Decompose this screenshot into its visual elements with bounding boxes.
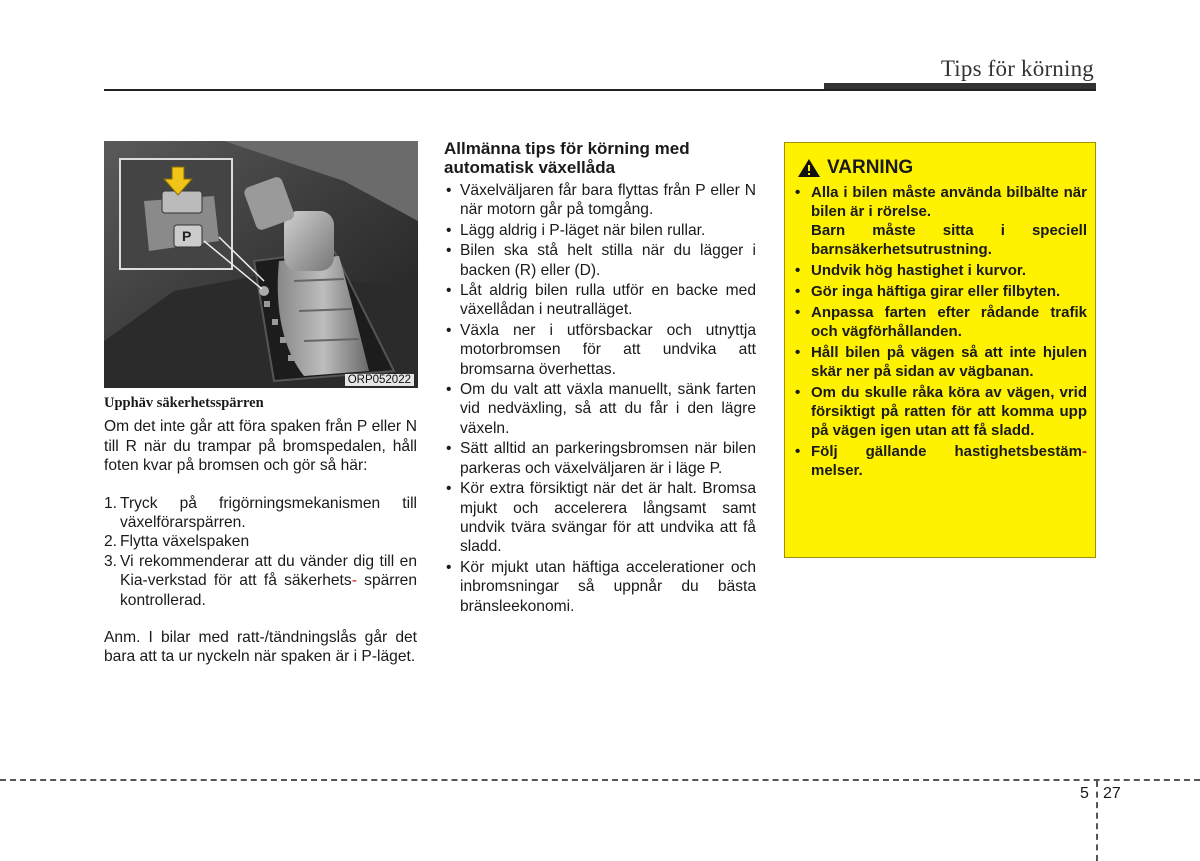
list-item: • Växelväljaren får bara flyttas från P eller N när motorn går på tomgång. [446, 182, 756, 219]
footer-divider [0, 779, 1200, 781]
middle-column [444, 139, 756, 617]
list-item [104, 552, 417, 610]
header-title: Tips för körning [940, 56, 1094, 81]
step-text: Flytta växelspaken [120, 533, 250, 551]
tip-text: Växelväljaren får bara flyttas från P eller N när motorn går på tomgång. [460, 182, 756, 219]
list-item: • Undvik hög hastighet i kurvor. [795, 262, 1027, 279]
warning-text: Håll bilen på vägen så att inte hjulen skär ner på sidan av vägbanan. [811, 344, 1087, 380]
list-item: • Låt aldrig bilen rulla utför en backe med växellådan i neutralläget. [446, 282, 756, 319]
hyphen-mark: - [1082, 443, 1087, 460]
warning-title [797, 157, 913, 179]
step-number: 3. [104, 552, 118, 570]
warning-text-extra: Barn måste sitta i speciell barnsäkerhetsutrustning. [811, 222, 1087, 258]
list-item [104, 532, 417, 551]
list-item: • Bilen ska stå helt stilla när du lägger i backen (R) eller (D). [446, 242, 756, 279]
warning-text: Gör inga häftiga girar eller filbyten. [811, 283, 1061, 300]
hyphen-mark: - [351, 572, 357, 590]
section-heading: Allmänna tips för körning med automatisk växellåda [444, 139, 690, 177]
step-number: 1. [104, 494, 118, 512]
gear-shift-lever-icon [104, 141, 418, 388]
step-number: 2. [104, 533, 118, 551]
tip-text: Lägg aldrig i P-läget när bilen rullar. [460, 221, 706, 239]
warning-text: Om du skulle råka köra av vägen, vrid försiktigt på ratten för att komma upp på vägen igen utan att få sladd. [811, 384, 1087, 439]
tip-text: Om du valt att växla manuellt, sänk farten vid nedväxling, så att du får i den lägre växeln. [460, 381, 756, 437]
step-text: Vi rekommenderar att du vänder dig till en Kia-verkstad för att få säkerhets [120, 552, 417, 590]
warning-title-text: VARNING [827, 157, 914, 178]
list-item: • Följ gällande hastighetsbestäm-melser. [795, 443, 1087, 479]
tip-text: Sätt alltid an parkeringsbromsen när bilen parkeras och växelväljaren är i läge P. [460, 440, 756, 477]
warning-text-continued: melser. [811, 462, 863, 479]
list-item: • Kör extra försiktigt när det är halt. Bromsa mjukt och accelerera långsamt samt undvik tvära svängar för att undvika att få sladd. [446, 480, 756, 556]
list-item: • Lägg aldrig i P-läget när bilen rullar. [446, 221, 706, 239]
list-item: • Alla i bilen måste använda bilbälte när bilen är i rörelse. Barn måste sitta i speciell barnsäkerhetsutrustning. [795, 184, 1087, 258]
step-text: Tryck på frigörningsmekanismen till växelförarspärren. [120, 494, 417, 532]
intro-paragraph: Om det inte går att föra spaken från P eller N till R när du trampar på bromspedalen, håll foten kvar på bromsen och gör så här: [104, 418, 417, 475]
warning-list [793, 183, 1087, 482]
tip-text: Bilen ska stå helt stilla när du lägger i backen (R) eller (D). [460, 242, 756, 279]
warning-triangle-icon [797, 158, 821, 178]
warning-text: Anpassa farten efter rådande trafik och vägförhållanden. [811, 304, 1087, 340]
step-text-continued: spärren kontrollerad. [120, 572, 418, 609]
list-item: • Håll bilen på vägen så att inte hjulen skär ner på sidan av vägbanan. [795, 344, 1087, 380]
steps-list [104, 494, 417, 610]
list-item: • Gör inga häftiga girar eller filbyten. [795, 283, 1061, 300]
list-item: • Om du skulle råka köra av vägen, vrid försiktigt på ratten för att komma upp på vägen igen utan att få sladd. [795, 384, 1087, 439]
svg-text:P: P [182, 228, 192, 244]
list-item: • Sätt alltid an parkeringsbromsen när bilen parkeras och växelväljaren är i läge P. [446, 440, 756, 477]
section-number: 5 [1080, 785, 1089, 802]
footer-vertical-divider [1096, 781, 1098, 861]
list-item: • Anpassa farten efter rådande trafik och vägförhållanden. [795, 304, 1087, 340]
list-item: • Om du valt att växla manuellt, sänk farten vid nedväxling, så att du får i den lägre växeln. [446, 381, 756, 437]
list-item: • Växla ner i utförsbackar och utnyttja motorbromsen för att undvika att bromsarna överhettas. [446, 321, 756, 378]
header-rule [104, 89, 1096, 91]
warning-text: Alla i bilen måste använda bilbälte när bilen är i rörelse. [811, 184, 1087, 220]
warning-box [784, 142, 1096, 558]
figure-code: ORP052022 [345, 374, 414, 386]
tips-list [444, 181, 756, 616]
tip-text: Kör extra försiktigt när det är halt. Bromsa mjukt och accelerera långsamt samt undvik tvära svängar för att undvika att få sladd. [460, 480, 756, 556]
list-item: • Kör mjukt utan häftiga accelerationer och inbromsningar så uppnår du bästa bränsleekonomi. [446, 558, 756, 615]
left-column [104, 394, 417, 667]
page-number: 27 [1103, 785, 1121, 802]
gear-shift-figure [104, 141, 418, 388]
note-paragraph: Anm. I bilar med ratt-/tändningslås går det bara att ta ur nyckeln när spaken är i P-läget. [104, 629, 417, 666]
tip-text: Växla ner i utförsbackar och utnyttja motorbromsen för att undvika att bromsarna överhettas. [460, 321, 756, 378]
warning-text: Undvik hög hastighet i kurvor. [811, 262, 1027, 279]
subheading: Upphäv säkerhetsspärren [104, 395, 264, 411]
list-item [104, 494, 417, 533]
tip-text: Låt aldrig bilen rulla utför en backe med växellådan i neutralläget. [460, 282, 756, 319]
warning-text: Följ gällande hastighetsbestäm [811, 443, 1082, 460]
tip-text: Kör mjukt utan häftiga accelerationer och inbromsningar så uppnår du bästa bränsleekonomi. [460, 558, 756, 615]
